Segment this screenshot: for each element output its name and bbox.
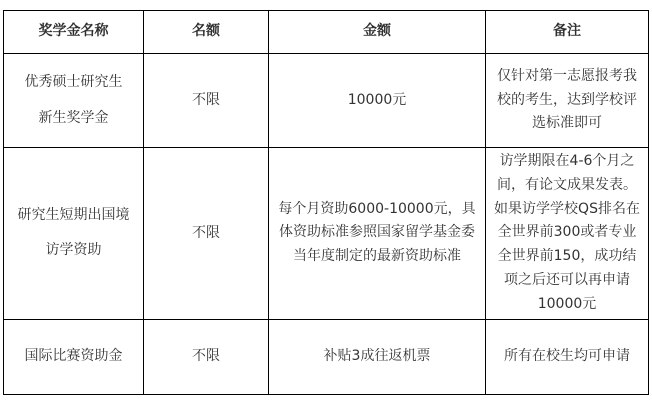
table-row <box>4 54 649 148</box>
quota-cell: 不限 <box>144 54 269 148</box>
scholarship-name-cell: 国际比赛资助金 <box>4 319 144 394</box>
amount-cell: 补贴3成往返机票 <box>269 319 486 394</box>
amount-cell: 每个月资助6000-10000元，具 体资助标准参照国家留学基金委 当年度制定的最新资助标准 <box>269 148 486 320</box>
header-quota: 名额 <box>144 11 269 54</box>
scholarship-name-cell: 研究生短期出国境 访学资助 <box>4 148 144 320</box>
scholarship-table <box>3 10 649 395</box>
header-row <box>4 11 649 54</box>
scholarship-name-cell: 优秀硕士研究生 新生奖学金 <box>4 54 144 148</box>
quota-cell: 不限 <box>144 319 269 394</box>
header-scholarship-name: 奖学金名称 <box>4 11 144 54</box>
header-amount: 金额 <box>269 11 486 54</box>
header-note: 备注 <box>486 11 649 54</box>
amount-cell: 10000元 <box>269 54 486 148</box>
note-cell: 所有在校生均可申请 <box>486 319 649 394</box>
note-cell: 访学期限在4-6个月之 间，有论文成果发表。 如果访学学校QS排名在 全世界前300或者专业 全世界前150，成功结 项之后还可以再申请 10000元 <box>486 148 649 320</box>
table-row <box>4 148 649 320</box>
quota-cell: 不限 <box>144 148 269 320</box>
note-cell: 仅针对第一志愿报考我 校的考生，达到学校评 选标准即可 <box>486 54 649 148</box>
table-row <box>4 319 649 394</box>
